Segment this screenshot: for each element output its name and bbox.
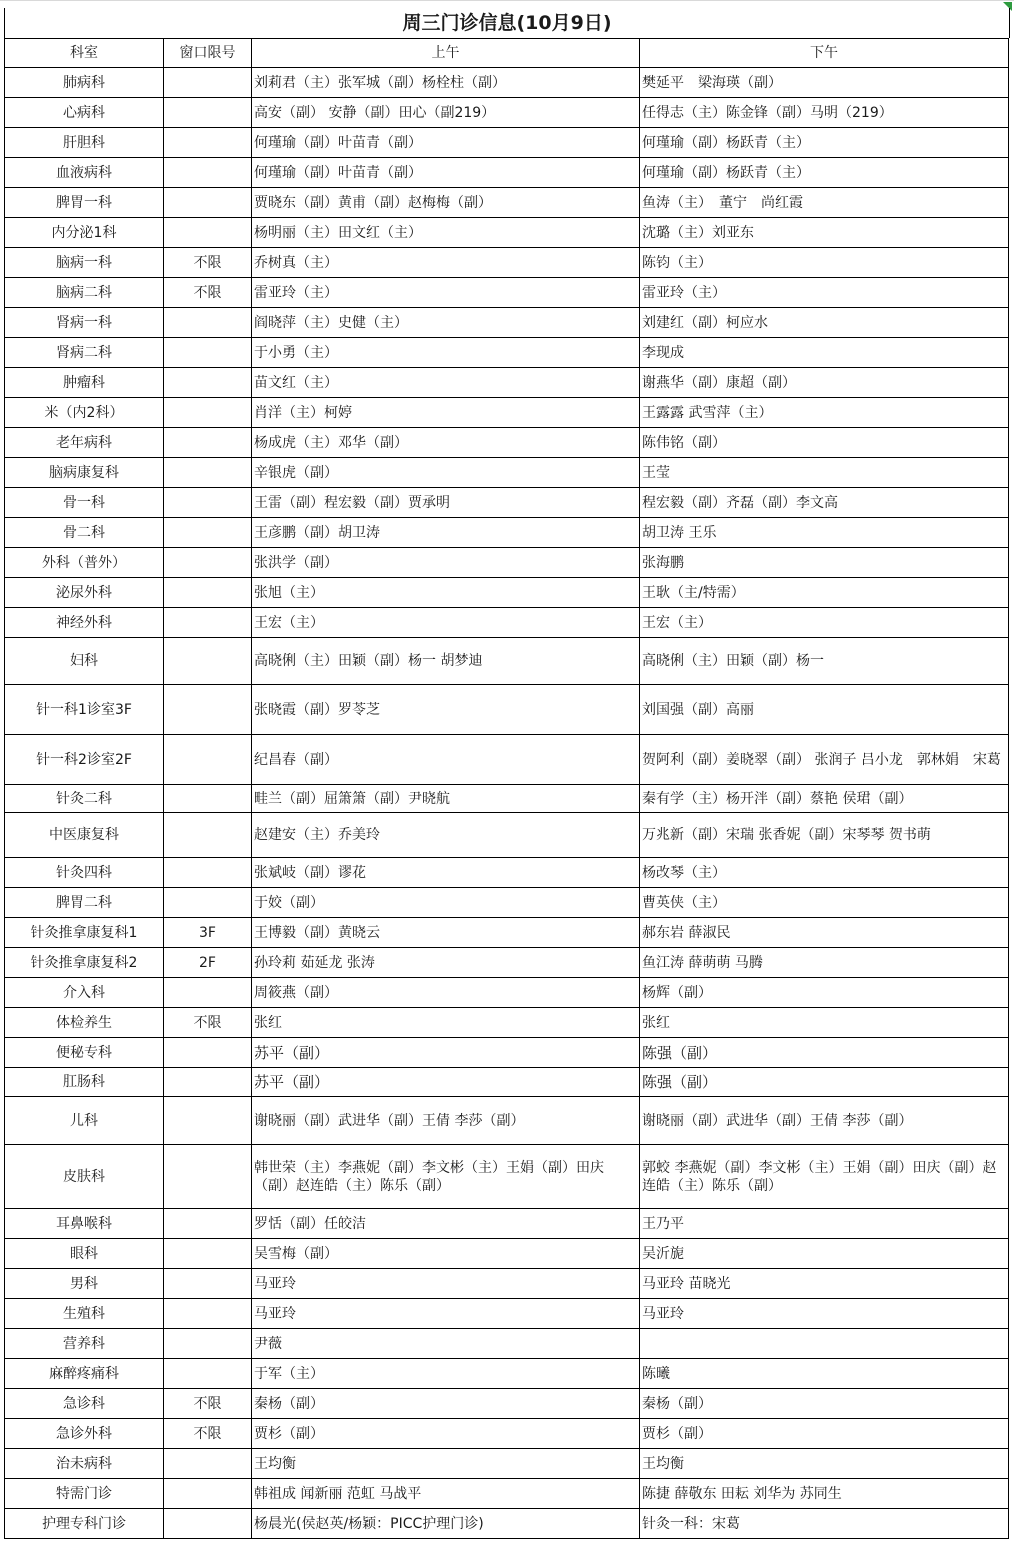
table-row	[5, 1359, 1009, 1389]
dept-cell: 急诊外科	[5, 1419, 164, 1449]
morning-doctors-cell: 马亚玲	[252, 1299, 640, 1329]
afternoon-doctors-cell: 高晓俐（主）田颖（副）杨一	[640, 638, 1009, 685]
table-row	[5, 488, 1009, 518]
table-row	[5, 735, 1009, 785]
dept-cell: 肾病一科	[5, 308, 164, 338]
dept-cell: 治未病科	[5, 1449, 164, 1479]
header-window-limit: 窗口限号	[164, 39, 252, 68]
dept-cell: 骨二科	[5, 518, 164, 548]
table-row	[5, 128, 1009, 158]
dept-cell: 神经外科	[5, 608, 164, 638]
dept-cell: 针一科2诊室2F	[5, 735, 164, 785]
dept-cell: 生殖科	[5, 1299, 164, 1329]
morning-doctors-cell: 于小勇（主）	[252, 338, 640, 368]
window-limit-cell	[164, 785, 252, 813]
afternoon-doctors-cell: 樊延平 梁海瑛（副）	[640, 68, 1009, 98]
dept-cell: 护理专科门诊	[5, 1509, 164, 1539]
morning-doctors-cell: 苗文红（主）	[252, 368, 640, 398]
afternoon-doctors-cell: 张红	[640, 1008, 1009, 1038]
morning-doctors-cell: 张洪学（副）	[252, 548, 640, 578]
table-row	[5, 518, 1009, 548]
table-row	[5, 578, 1009, 608]
morning-doctors-cell: 刘莉君（主）张军城（副）杨栓柱（副）	[252, 68, 640, 98]
dept-cell: 针一科1诊室3F	[5, 685, 164, 735]
window-limit-cell	[164, 188, 252, 218]
table-row	[5, 638, 1009, 685]
table-row	[5, 948, 1009, 978]
morning-doctors-cell: 秦杨（副）	[252, 1389, 640, 1419]
afternoon-doctors-cell: 秦杨（副）	[640, 1389, 1009, 1419]
window-limit-cell	[164, 1145, 252, 1209]
afternoon-doctors-cell	[640, 1329, 1009, 1359]
window-limit-cell	[164, 548, 252, 578]
morning-doctors-cell: 赵建安（主）乔美玲	[252, 813, 640, 858]
morning-doctors-cell: 肖洋（主）柯婷	[252, 398, 640, 428]
morning-doctors-cell: 于姣（副）	[252, 888, 640, 918]
window-limit-cell	[164, 128, 252, 158]
window-limit-cell: 不限	[164, 278, 252, 308]
morning-doctors-cell: 谢晓丽（副）武进华（副）王倩 李莎（副）	[252, 1097, 640, 1145]
dept-cell: 男科	[5, 1269, 164, 1299]
window-limit-cell	[164, 1038, 252, 1068]
dept-cell: 介入科	[5, 978, 164, 1008]
window-limit-cell: 3F	[164, 918, 252, 948]
window-limit-cell	[164, 1269, 252, 1299]
dept-cell: 耳鼻喉科	[5, 1209, 164, 1239]
morning-doctors-cell: 阎晓萍（主）史健（主）	[252, 308, 640, 338]
afternoon-doctors-cell: 王宏（主）	[640, 608, 1009, 638]
afternoon-doctors-cell: 陈曦	[640, 1359, 1009, 1389]
dept-cell: 便秘专科	[5, 1038, 164, 1068]
table-row	[5, 918, 1009, 948]
window-limit-cell	[164, 158, 252, 188]
morning-doctors-cell: 王博毅（副）黄晓云	[252, 918, 640, 948]
afternoon-doctors-cell: 胡卫涛 王乐	[640, 518, 1009, 548]
morning-doctors-cell: 何瑾瑜（副）叶苗青（副）	[252, 128, 640, 158]
afternoon-doctors-cell: 王乃平	[640, 1209, 1009, 1239]
window-limit-cell	[164, 1209, 252, 1239]
window-limit-cell	[164, 1068, 252, 1097]
dept-cell: 针灸二科	[5, 785, 164, 813]
morning-doctors-cell: 王彦鹏（副）胡卫涛	[252, 518, 640, 548]
header-dept: 科室	[5, 39, 164, 68]
morning-doctors-cell: 高晓俐（主）田颖（副）杨一 胡梦迪	[252, 638, 640, 685]
dept-cell: 内分泌1科	[5, 218, 164, 248]
table-row	[5, 1389, 1009, 1419]
morning-doctors-cell: 于军（主）	[252, 1359, 640, 1389]
window-limit-cell	[164, 98, 252, 128]
afternoon-doctors-cell: 马亚玲 苗晓光	[640, 1269, 1009, 1299]
window-limit-cell	[164, 1509, 252, 1539]
morning-doctors-cell: 马亚玲	[252, 1269, 640, 1299]
morning-doctors-cell: 乔树真（主）	[252, 248, 640, 278]
table-row	[5, 338, 1009, 368]
window-limit-cell: 2F	[164, 948, 252, 978]
window-limit-cell	[164, 735, 252, 785]
window-limit-cell	[164, 68, 252, 98]
window-limit-cell: 不限	[164, 1389, 252, 1419]
morning-doctors-cell: 罗恬（副）任皎洁	[252, 1209, 640, 1239]
window-limit-cell	[164, 638, 252, 685]
afternoon-doctors-cell: 陈强（副）	[640, 1038, 1009, 1068]
dept-cell: 脑病二科	[5, 278, 164, 308]
afternoon-doctors-cell: 李现成	[640, 338, 1009, 368]
table-row	[5, 248, 1009, 278]
afternoon-doctors-cell: 贺阿利（副）姜晓翠（副） 张润子 吕小龙 郭林娟 宋葛	[640, 735, 1009, 785]
morning-doctors-cell: 杨晨光(侯赵英/杨颖：PICC护理门诊)	[252, 1509, 640, 1539]
table-row	[5, 158, 1009, 188]
morning-doctors-cell: 何瑾瑜（副）叶苗青（副）	[252, 158, 640, 188]
morning-doctors-cell: 王宏（主）	[252, 608, 640, 638]
dept-cell: 营养科	[5, 1329, 164, 1359]
dept-cell: 体检养生	[5, 1008, 164, 1038]
table-row	[5, 1145, 1009, 1209]
window-limit-cell	[164, 458, 252, 488]
table-row	[5, 1038, 1009, 1068]
morning-doctors-cell: 贾晓东（副）黄甫（副）赵梅梅（副）	[252, 188, 640, 218]
table-row	[5, 1269, 1009, 1299]
table-row	[5, 813, 1009, 858]
window-limit-cell	[164, 978, 252, 1008]
dept-cell: 血液病科	[5, 158, 164, 188]
afternoon-doctors-cell: 杨改琴（主）	[640, 858, 1009, 888]
table-row	[5, 1008, 1009, 1038]
afternoon-doctors-cell: 王莹	[640, 458, 1009, 488]
dept-cell: 针灸推拿康复科1	[5, 918, 164, 948]
table-row	[5, 188, 1009, 218]
dept-cell: 急诊科	[5, 1389, 164, 1419]
afternoon-doctors-cell: 张海鹏	[640, 548, 1009, 578]
afternoon-doctors-cell: 秦有学（主）杨开泮（副）蔡艳 侯珺（副）	[640, 785, 1009, 813]
morning-doctors-cell: 辛银虎（副）	[252, 458, 640, 488]
dept-cell: 老年病科	[5, 428, 164, 458]
dept-cell: 针灸推拿康复科2	[5, 948, 164, 978]
table-row	[5, 1449, 1009, 1479]
afternoon-doctors-cell: 陈钧（主）	[640, 248, 1009, 278]
window-limit-cell	[164, 888, 252, 918]
table-row	[5, 428, 1009, 458]
morning-doctors-cell: 张旭（主）	[252, 578, 640, 608]
table-row	[5, 218, 1009, 248]
window-limit-cell	[164, 338, 252, 368]
morning-doctors-cell: 杨成虎（主）邓华（副）	[252, 428, 640, 458]
dept-cell: 脑病一科	[5, 248, 164, 278]
window-limit-cell	[164, 685, 252, 735]
table-row	[5, 1509, 1009, 1539]
table-row	[5, 1097, 1009, 1145]
table-row	[5, 785, 1009, 813]
afternoon-doctors-cell: 鱼江涛 薛萌萌 马腾	[640, 948, 1009, 978]
dept-cell: 肝胆科	[5, 128, 164, 158]
morning-doctors-cell: 贾杉（副）	[252, 1419, 640, 1449]
page-title: 周三门诊信息(10月9日)	[4, 8, 1010, 38]
header-morning: 上午	[252, 39, 640, 68]
morning-doctors-cell: 纪昌春（副）	[252, 735, 640, 785]
table-row	[5, 458, 1009, 488]
dept-cell: 脾胃二科	[5, 888, 164, 918]
dept-cell: 心病科	[5, 98, 164, 128]
table-row	[5, 368, 1009, 398]
table-row	[5, 1209, 1009, 1239]
morning-doctors-cell: 苏平（副）	[252, 1068, 640, 1097]
window-limit-cell	[164, 1097, 252, 1145]
window-limit-cell	[164, 1479, 252, 1509]
dept-cell: 外科（普外）	[5, 548, 164, 578]
morning-doctors-cell: 尹薇	[252, 1329, 640, 1359]
window-limit-cell	[164, 1239, 252, 1269]
table-row	[5, 888, 1009, 918]
window-limit-cell	[164, 1449, 252, 1479]
dept-cell: 米（内2科）	[5, 398, 164, 428]
morning-doctors-cell: 周筱燕（副）	[252, 978, 640, 1008]
afternoon-doctors-cell: 何瑾瑜（副）杨跃青（主）	[640, 158, 1009, 188]
table-row	[5, 1299, 1009, 1329]
dept-cell: 脾胃一科	[5, 188, 164, 218]
afternoon-doctors-cell: 王露露 武雪萍（主）	[640, 398, 1009, 428]
table-row	[5, 1329, 1009, 1359]
morning-doctors-cell: 张红	[252, 1008, 640, 1038]
morning-doctors-cell: 吴雪梅（副）	[252, 1239, 640, 1269]
morning-doctors-cell: 高安（副） 安静（副）田心（副219）	[252, 98, 640, 128]
morning-doctors-cell: 畦兰（副）屈箫箫（副）尹晓航	[252, 785, 640, 813]
window-limit-cell	[164, 1359, 252, 1389]
afternoon-doctors-cell: 任得志（主）陈金锋（副）马明（219）	[640, 98, 1009, 128]
morning-doctors-cell: 孙玲莉 茹延龙 张涛	[252, 948, 640, 978]
afternoon-doctors-cell: 万兆新（副）宋瑞 张香妮（副）宋琴琴 贺书萌	[640, 813, 1009, 858]
table-row	[5, 398, 1009, 428]
afternoon-doctors-cell: 郭蛟 李燕妮（副）李文彬（主）王娟（副）田庆（副）赵连皓（主）陈乐（副）	[640, 1145, 1009, 1209]
window-limit-cell	[164, 428, 252, 458]
dept-cell: 麻醉疼痛科	[5, 1359, 164, 1389]
afternoon-doctors-cell: 陈捷 薛敬东 田耘 刘华为 苏同生	[640, 1479, 1009, 1509]
window-limit-cell	[164, 578, 252, 608]
window-limit-cell	[164, 398, 252, 428]
morning-doctors-cell: 张晓霞（副）罗苓芝	[252, 685, 640, 735]
window-limit-cell	[164, 608, 252, 638]
dept-cell: 中医康复科	[5, 813, 164, 858]
afternoon-doctors-cell: 王均衡	[640, 1449, 1009, 1479]
afternoon-doctors-cell: 王耿（主/特需）	[640, 578, 1009, 608]
dept-cell: 肺病科	[5, 68, 164, 98]
morning-doctors-cell: 韩世荣（主）李燕妮（副）李文彬（主）王娟（副）田庆（副）赵连皓（主）陈乐（副）	[252, 1145, 640, 1209]
morning-doctors-cell: 王均衡	[252, 1449, 640, 1479]
afternoon-doctors-cell: 雷亚玲（主）	[640, 278, 1009, 308]
afternoon-doctors-cell: 曹英侠（主）	[640, 888, 1009, 918]
window-limit-cell: 不限	[164, 248, 252, 278]
afternoon-doctors-cell: 马亚玲	[640, 1299, 1009, 1329]
table-row	[5, 98, 1009, 128]
window-limit-cell	[164, 218, 252, 248]
dept-cell: 儿科	[5, 1097, 164, 1145]
afternoon-doctors-cell: 郝东岩 薛淑民	[640, 918, 1009, 948]
header-afternoon: 下午	[640, 39, 1009, 68]
window-limit-cell	[164, 1329, 252, 1359]
morning-doctors-cell: 杨明丽（主）田文红（主）	[252, 218, 640, 248]
afternoon-doctors-cell: 陈强（副）	[640, 1068, 1009, 1097]
window-limit-cell	[164, 518, 252, 548]
afternoon-doctors-cell: 吴沂旎	[640, 1239, 1009, 1269]
afternoon-doctors-cell: 杨辉（副）	[640, 978, 1009, 1008]
window-limit-cell: 不限	[164, 1419, 252, 1449]
table-row	[5, 1239, 1009, 1269]
table-row	[5, 685, 1009, 735]
table-row	[5, 608, 1009, 638]
schedule-table	[4, 38, 1009, 1539]
afternoon-doctors-cell: 针灸一科：宋葛	[640, 1509, 1009, 1539]
afternoon-doctors-cell: 刘建红（副）柯应水	[640, 308, 1009, 338]
window-limit-cell	[164, 1299, 252, 1329]
window-limit-cell	[164, 858, 252, 888]
table-row	[5, 308, 1009, 338]
dept-cell: 泌尿外科	[5, 578, 164, 608]
table-row	[5, 978, 1009, 1008]
morning-doctors-cell: 王雷（副）程宏毅（副）贾承明	[252, 488, 640, 518]
window-limit-cell: 不限	[164, 1008, 252, 1038]
window-limit-cell	[164, 813, 252, 858]
table-row	[5, 858, 1009, 888]
table-row	[5, 1419, 1009, 1449]
afternoon-doctors-cell: 刘国强（副）高丽	[640, 685, 1009, 735]
dept-cell: 特需门诊	[5, 1479, 164, 1509]
dept-cell: 肿瘤科	[5, 368, 164, 398]
table-row	[5, 1068, 1009, 1097]
afternoon-doctors-cell: 沈璐（主）刘亚东	[640, 218, 1009, 248]
morning-doctors-cell: 韩祖成 闻新丽 范虹 马战平	[252, 1479, 640, 1509]
table-row	[5, 1479, 1009, 1509]
dept-cell: 皮肤科	[5, 1145, 164, 1209]
afternoon-doctors-cell: 贾杉（副）	[640, 1419, 1009, 1449]
table-row	[5, 278, 1009, 308]
table-header-row	[5, 39, 1009, 68]
dept-cell: 妇科	[5, 638, 164, 685]
window-limit-cell	[164, 368, 252, 398]
morning-doctors-cell: 张斌岐（副）谬花	[252, 858, 640, 888]
table-row	[5, 548, 1009, 578]
window-limit-cell	[164, 308, 252, 338]
afternoon-doctors-cell: 何瑾瑜（副）杨跃青（主）	[640, 128, 1009, 158]
afternoon-doctors-cell: 陈伟铭（副）	[640, 428, 1009, 458]
morning-doctors-cell: 苏平（副）	[252, 1038, 640, 1068]
dept-cell: 脑病康复科	[5, 458, 164, 488]
afternoon-doctors-cell: 谢燕华（副）康超（副）	[640, 368, 1009, 398]
afternoon-doctors-cell: 谢晓丽（副）武进华（副）王倩 李莎（副）	[640, 1097, 1009, 1145]
morning-doctors-cell: 雷亚玲（主）	[252, 278, 640, 308]
table-row	[5, 68, 1009, 98]
dept-cell: 针灸四科	[5, 858, 164, 888]
dept-cell: 肛肠科	[5, 1068, 164, 1097]
dept-cell: 肾病二科	[5, 338, 164, 368]
dept-cell: 骨一科	[5, 488, 164, 518]
dept-cell: 眼科	[5, 1239, 164, 1269]
window-limit-cell	[164, 488, 252, 518]
afternoon-doctors-cell: 鱼涛（主） 董宁 尚红霞	[640, 188, 1009, 218]
afternoon-doctors-cell: 程宏毅（副）齐磊（副）李文高	[640, 488, 1009, 518]
